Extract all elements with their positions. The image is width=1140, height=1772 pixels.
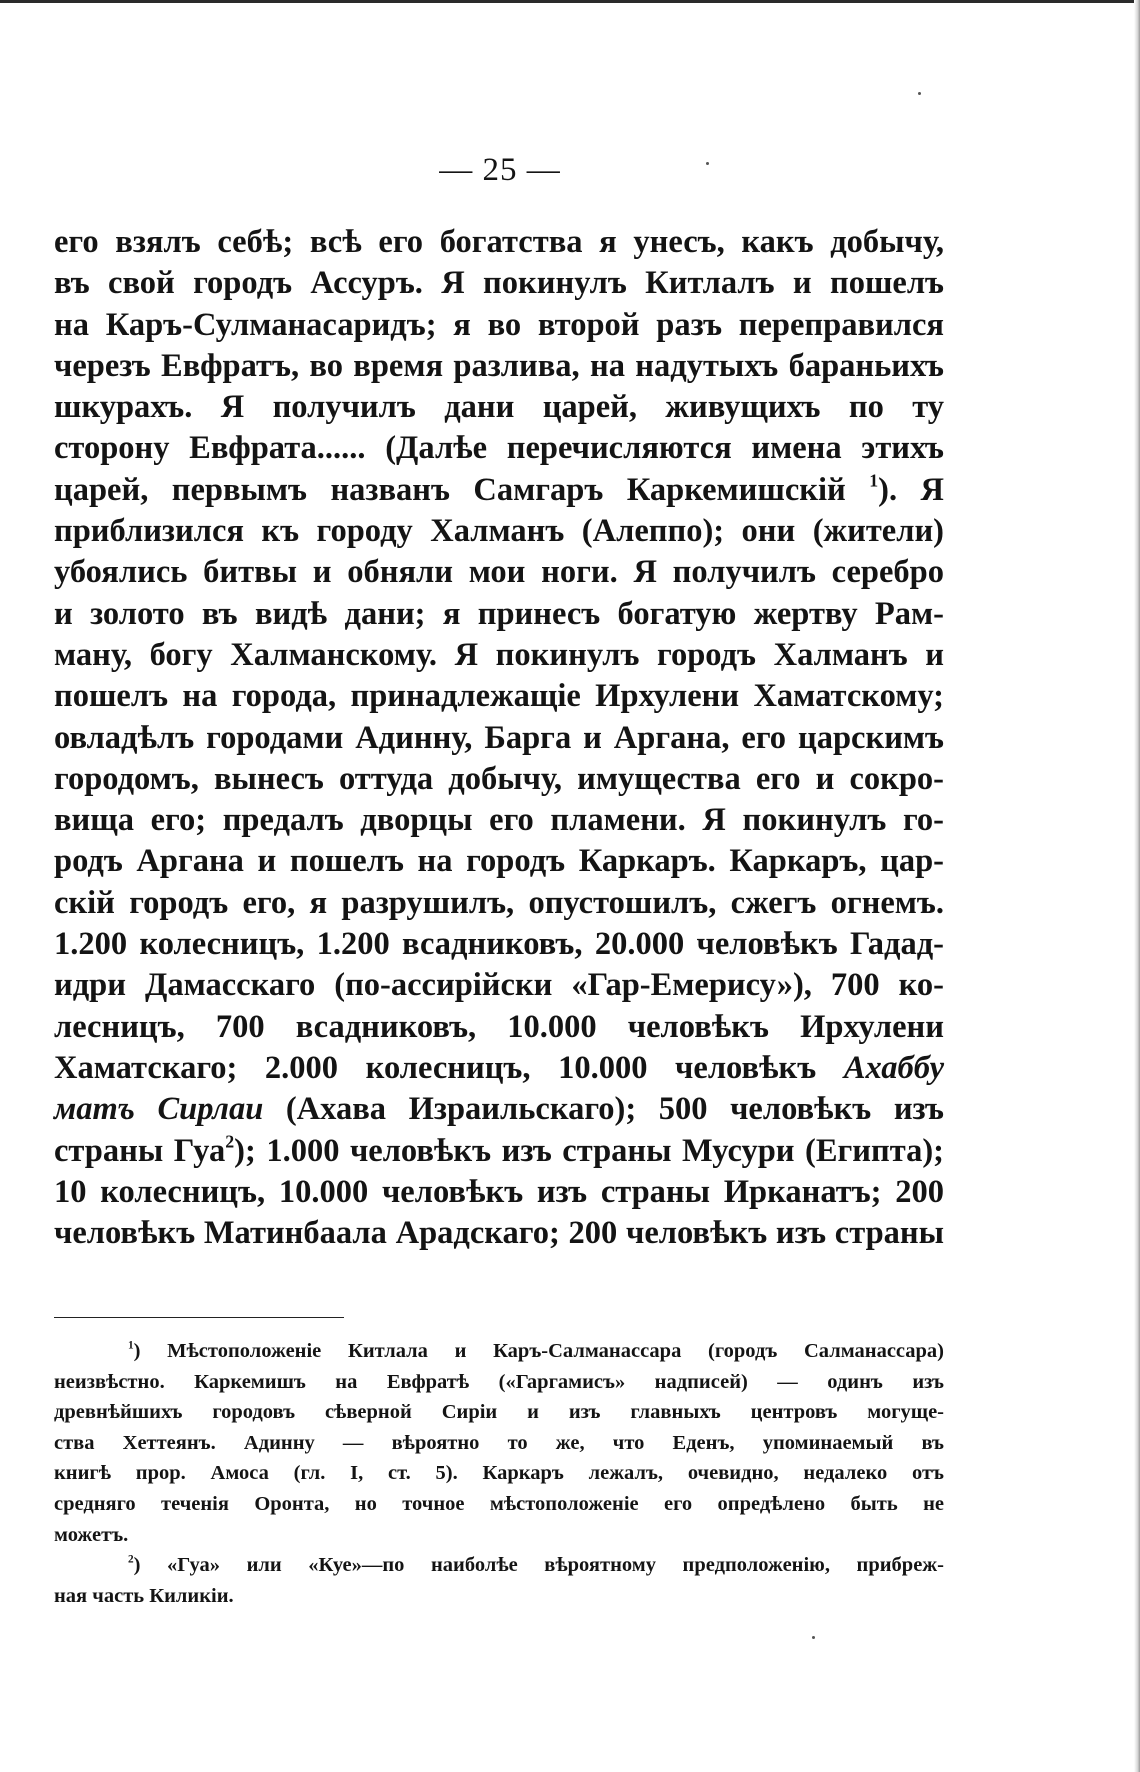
text-line: на Каръ-Сулманасаридъ; я во второй разъ переправился bbox=[54, 306, 944, 343]
page-edge-shadow bbox=[1134, 0, 1140, 1772]
footnote-marker-1: 1 bbox=[128, 1339, 134, 1352]
text-line: 1.200 колесницъ, 1.200 всадниковъ, 20.000 человѣкъ Гадад- bbox=[54, 926, 944, 963]
text-line bbox=[54, 1131, 944, 1172]
footnote-line: ная часть Киликіи. bbox=[54, 1584, 234, 1607]
text-line: въ свой городъ Ассуръ. Я покинулъ Китлалъ и пошелъ bbox=[54, 265, 944, 302]
footnote-line: древнѣйшихъ городовъ сѣверной Сиріи и изъ главныхъ центровъ могуще- bbox=[54, 1401, 944, 1424]
footnote-separator bbox=[54, 1317, 344, 1318]
text-line: овладѣлъ городами Адинну, Барга и Аргана, его царскимъ bbox=[54, 719, 944, 756]
text-line: человѣкъ Матинбаала Арадскаго; 200 человѣкъ изъ страны bbox=[54, 1215, 944, 1252]
text-line: пошелъ на города, принадлежащіе Ирхулени Хаматскому; bbox=[54, 678, 944, 715]
main-text bbox=[54, 222, 944, 1254]
italic-name: Ахаббу bbox=[843, 1049, 944, 1086]
footnote-line bbox=[54, 1336, 944, 1367]
text-line: идри Дамасскаго (по-ассирійски «Гар-Емерису»), 700 ко- bbox=[54, 967, 944, 1004]
print-speck bbox=[706, 162, 709, 165]
footnote-text: ) «Гуа» или «Куе»—по наиболѣе вѣроятному предположенію, прибреж- bbox=[133, 1554, 944, 1577]
text-line bbox=[54, 470, 944, 511]
footnote-line bbox=[54, 1550, 944, 1581]
text-line bbox=[54, 1089, 944, 1130]
text-line: шкурахъ. Я получилъ дани царей, живущихъ по ту bbox=[54, 389, 944, 426]
footnote-line: средняго теченія Оронта, но точное мѣстоположеніе его опредѣлено быть не bbox=[54, 1492, 944, 1515]
top-edge-rule bbox=[0, 0, 1140, 3]
text-line: лесницъ, 700 всадниковъ, 10.000 человѣкъ Ирхулени bbox=[54, 1008, 944, 1045]
text-line: ману, богу Халманскому. Я покинулъ городъ Халманъ и bbox=[54, 636, 944, 673]
footnote-line: можетъ. bbox=[54, 1523, 129, 1546]
footnote-text: ) Мѣстоположеніе Китлала и Каръ-Салманассара (городъ Салманассара) bbox=[133, 1340, 944, 1362]
footnote-ref-1: 1 bbox=[869, 470, 879, 491]
text-line-part: царей, первымъ названъ Самгаръ Каркемишскій bbox=[54, 471, 846, 508]
footnote-line: ства Хеттеянъ. Адинну — вѣроятно то же, что Еденъ, упоминаемый въ bbox=[54, 1431, 944, 1454]
text-line: сторону Евфрата...... (Далѣе перечисляются имена этихъ bbox=[54, 430, 944, 467]
text-line: его взялъ себѣ; всѣ его богатства я унесъ, какъ добычу, bbox=[54, 224, 944, 260]
footnote-line: неизвѣстно. Каркемишъ на Евфратѣ («Гаргамисъ» надписей) — одинъ изъ bbox=[54, 1370, 944, 1393]
footnotes bbox=[54, 1336, 944, 1611]
print-speck bbox=[812, 1636, 815, 1639]
text-line-part: ). Я bbox=[878, 471, 945, 508]
text-line: убоялись битвы и обняли мои ноги. Я получилъ серебро bbox=[54, 554, 944, 591]
text-line: скій городъ его, я разрушилъ, опустошилъ, сжегъ огнемъ. bbox=[54, 884, 944, 921]
text-line: родъ Аргана и пошелъ на городъ Каркаръ. Каркаръ, цар- bbox=[54, 843, 944, 880]
footnote-line: книгѣ прор. Амоса (гл. I, ст. 5). Каркаръ лежалъ, очевидно, недалеко отъ bbox=[54, 1462, 944, 1485]
text-line-part: Хаматскаго; 2.000 колесницъ, 10.000 человѣкъ bbox=[54, 1049, 817, 1086]
text-line-part: (Ахава Израильскаго); 500 человѣкъ изъ bbox=[285, 1091, 944, 1128]
text-line bbox=[54, 1048, 944, 1089]
text-line: и золото въ видѣ дани; я принесъ богатую жертву Рам- bbox=[54, 595, 944, 632]
page-number: — 25 — bbox=[439, 152, 561, 188]
footnote-ref-2: 2 bbox=[225, 1131, 235, 1152]
text-line: 10 колесницъ, 10.000 человѣкъ изъ страны Ирканатъ; 200 bbox=[54, 1173, 944, 1210]
text-line: черезъ Евфратъ, во время разлива, на надутыхъ бараньихъ bbox=[54, 347, 944, 384]
footnote-marker-2: 2 bbox=[128, 1553, 134, 1566]
print-speck bbox=[918, 92, 921, 95]
text-line: городомъ, вынесъ оттуда добычу, имущества его и сокро- bbox=[54, 760, 944, 797]
text-line: приблизился къ городу Халманъ (Алеппо); они (жители) bbox=[54, 513, 944, 550]
text-line-part: страны Гуа bbox=[54, 1132, 226, 1169]
text-line: вища его; предалъ дворцы его пламени. Я покинулъ го- bbox=[54, 802, 944, 839]
italic-name: матъ Сирлаи bbox=[54, 1091, 264, 1128]
text-line-part: ); 1.000 человѣкъ изъ страны Мусури (Египта); bbox=[234, 1132, 944, 1169]
